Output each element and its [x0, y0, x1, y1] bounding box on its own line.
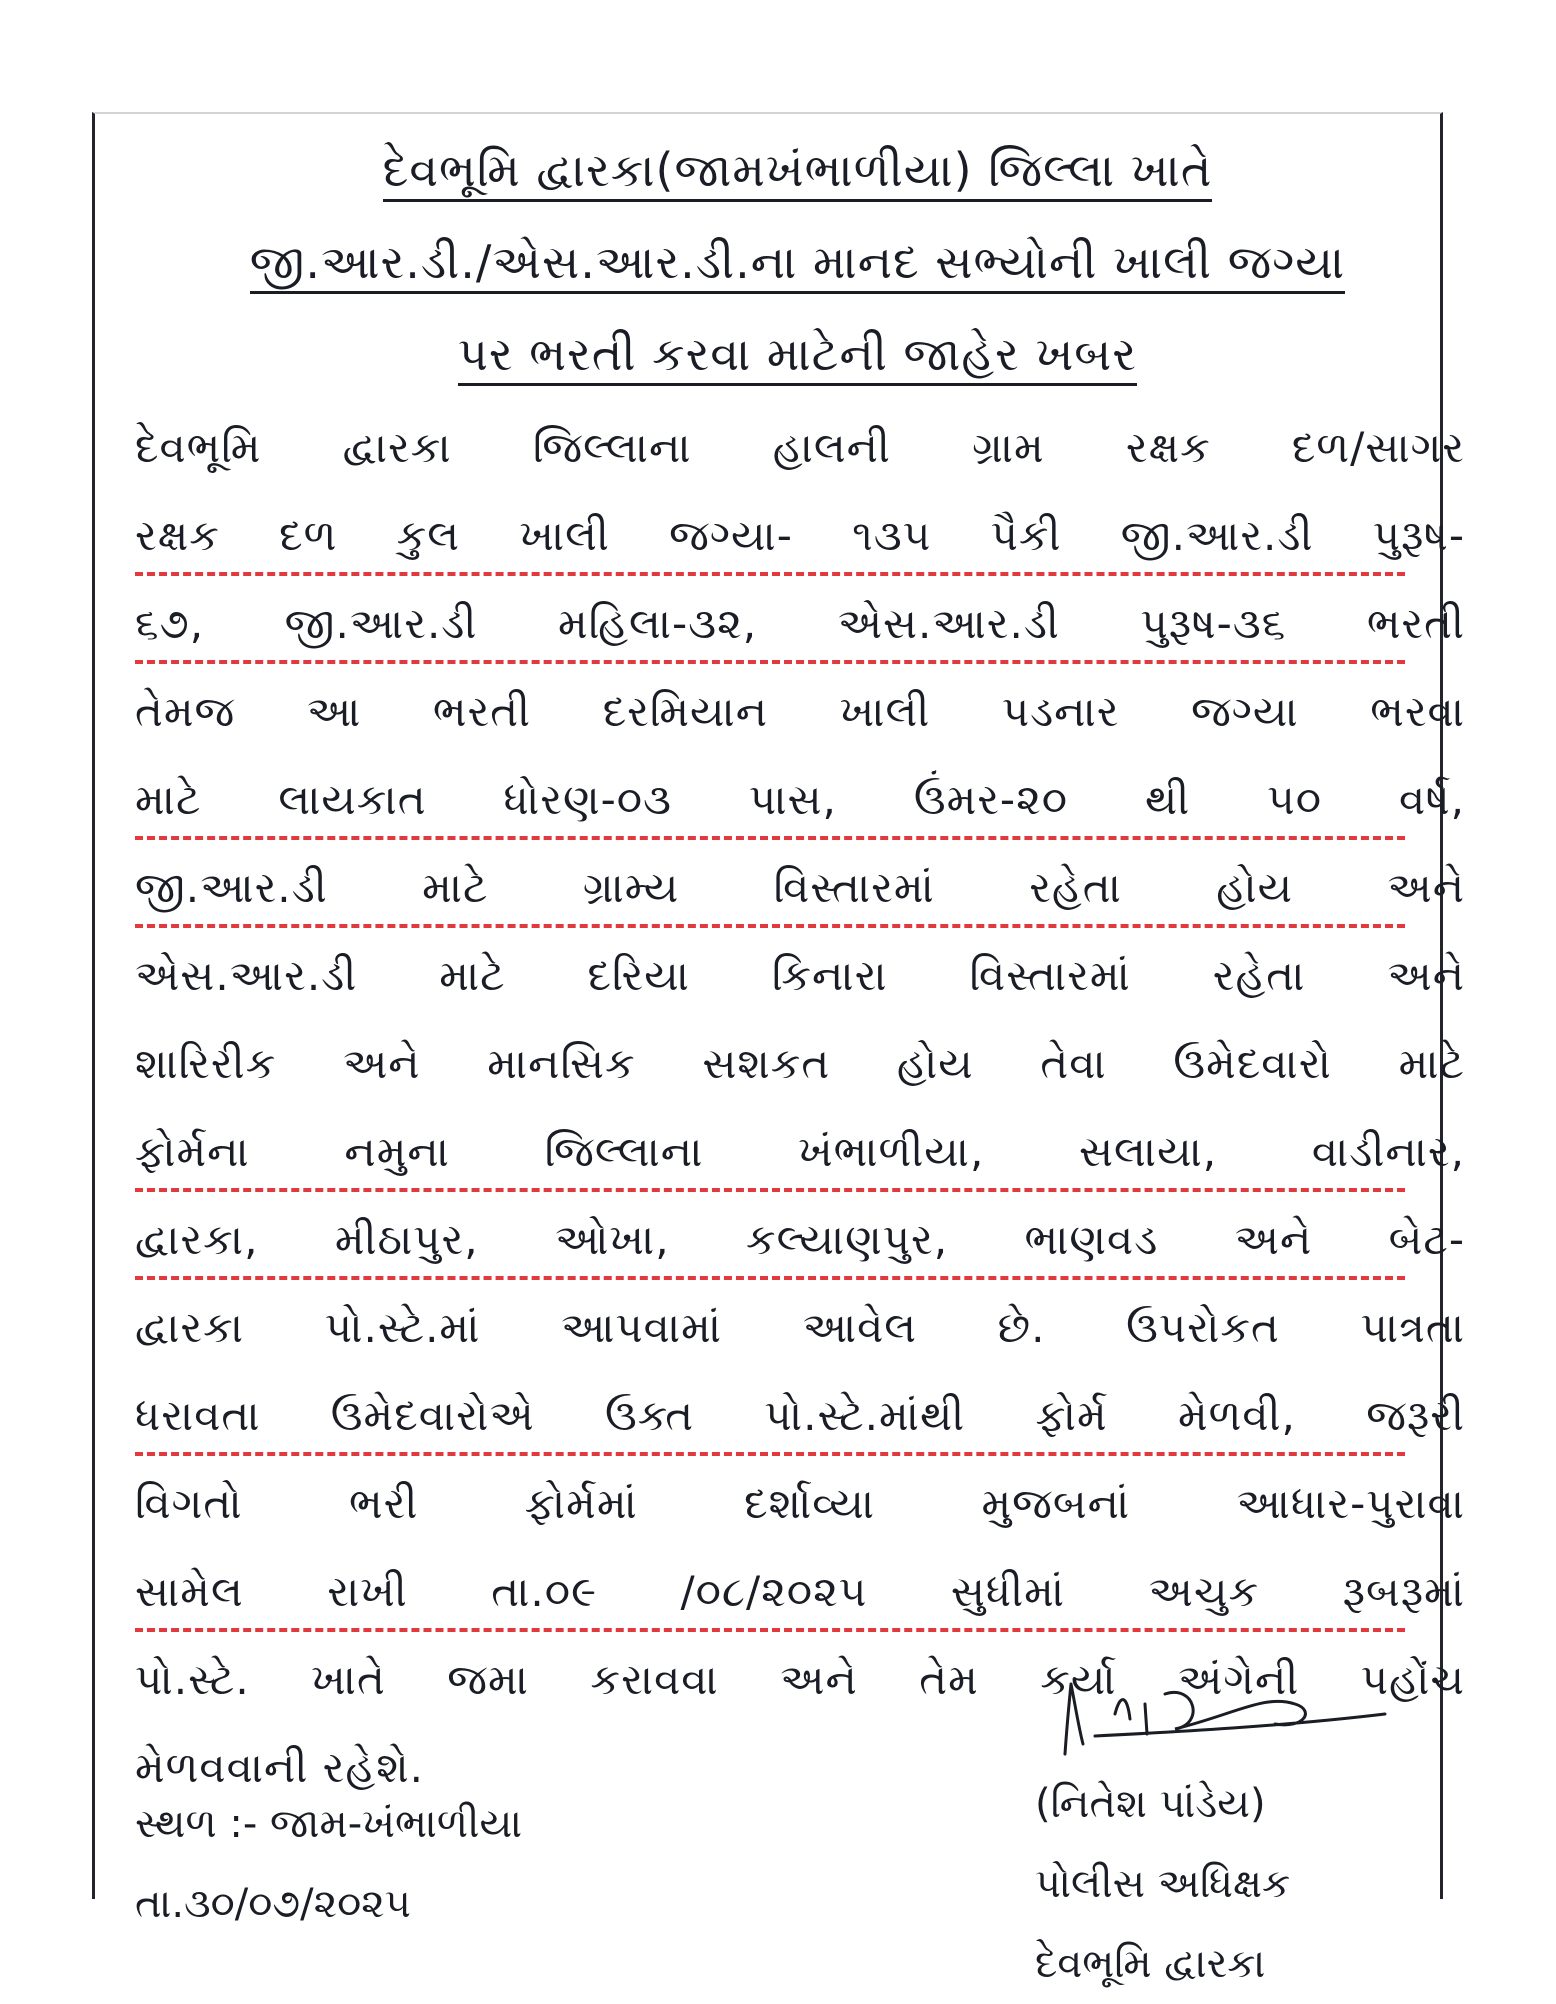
signatory-district: દેવભૂમિ દ્વારકા	[1035, 1941, 1266, 1987]
notice-title-block	[135, 124, 1460, 400]
body-line-12: ધરાવતા ઉમેદવારોએ ઉક્ત પો.સ્ટે.માંથી ફોર્મ મેળવી, જરૂરી	[135, 1372, 1465, 1460]
body-line-11: દ્વારકા પો.સ્ટે.માં આપવામાં આવેલ છે. ઉપરોકત પાત્રતા	[135, 1303, 1465, 1352]
title-line-1: દેવભૂમિ દ્વારકા(જામખંભાળીયા) જિલ્લા ખાતે	[135, 124, 1460, 216]
body-line-10: દ્વારકા, મીઠાપુર, ઓખા, કલ્યાણપુર, ભાણવડ અને બેટ-	[135, 1196, 1465, 1284]
notice-footer	[135, 1674, 1465, 1987]
title-line-3: પર ભરતી કરવા માટેની જાહેર ખબર	[135, 308, 1460, 400]
notice-body	[135, 404, 1465, 1812]
place-label: સ્થળ :- જામ-ખંભાળીયા	[135, 1801, 523, 1847]
body-line-9: ફોર્મના નમુના જિલ્લાના ખંભાળીયા, સલાયા, વાડીનાર,	[135, 1108, 1465, 1196]
body-line-13: વિગતો ભરી ફોર્મમાં દર્શાવ્યા મુજબનાં આધાર-પુરાવા	[135, 1479, 1465, 1528]
body-line-5: માટે લાયકાત ધોરણ-૦૩ પાસ, ઉંમર-૨૦ થી ૫૦ વર્ષ,	[135, 756, 1465, 844]
body-line-2: રક્ષક દળ કુલ ખાલી જગ્યા- ૧૩૫ પૈકી જી.આર.ડી પુરૂષ-	[135, 492, 1465, 580]
body-line-8: શારિરીક અને માનસિક સશકત હોય તેવા ઉમેદવારો માટે	[135, 1039, 1465, 1088]
body-line-3: ૬૭, જી.આર.ડી મહિલા-૩૨, એસ.આર.ડી પુરૂષ-૩૬ ભરતી	[135, 580, 1465, 668]
body-line-15: પો.સ્ટે. ખાતે જમા કરાવવા અને તેમ કર્યા અંગેની પહોંચ	[135, 1655, 1465, 1704]
signatory-title: પોલીસ અધિક્ષક	[1035, 1861, 1291, 1907]
signatory-block	[1035, 1764, 1290, 2004]
body-line-6: જી.આર.ડી માટે ગ્રામ્ય વિસ્તારમાં રહેતા હોય અને	[135, 844, 1465, 932]
notice-page	[92, 112, 1465, 1987]
signature-mark	[1035, 1674, 1395, 1764]
title-line-2: જી.આર.ડી./એસ.આર.ડી.ના માનદ સભ્યોની ખાલી જગ્યા	[135, 216, 1460, 308]
signatory-name: (નિતેશ પાંડેય)	[1035, 1781, 1266, 1827]
date-label: તા.૩૦/૦૭/૨૦૨૫	[135, 1881, 411, 1927]
body-line-16: મેળવવાની રહેશે.	[135, 1743, 424, 1792]
body-line-4: તેમજ આ ભરતી દરમિયાન ખાલી પડનાર જગ્યા ભરવા	[135, 687, 1465, 736]
body-line-14: સામેલ રાખી તા.૦૯ /૦૮/૨૦૨૫ સુધીમાં અચુક રૂબરૂમાં	[135, 1548, 1465, 1636]
body-line-1: દેવભૂમિ દ્વારકા જિલ્લાના હાલની ગ્રામ રક્ષક દળ/સાગર	[135, 423, 1465, 472]
body-line-7: એસ.આર.ડી માટે દરિયા કિનારા વિસ્તારમાં રહેતા અને	[135, 951, 1465, 1000]
